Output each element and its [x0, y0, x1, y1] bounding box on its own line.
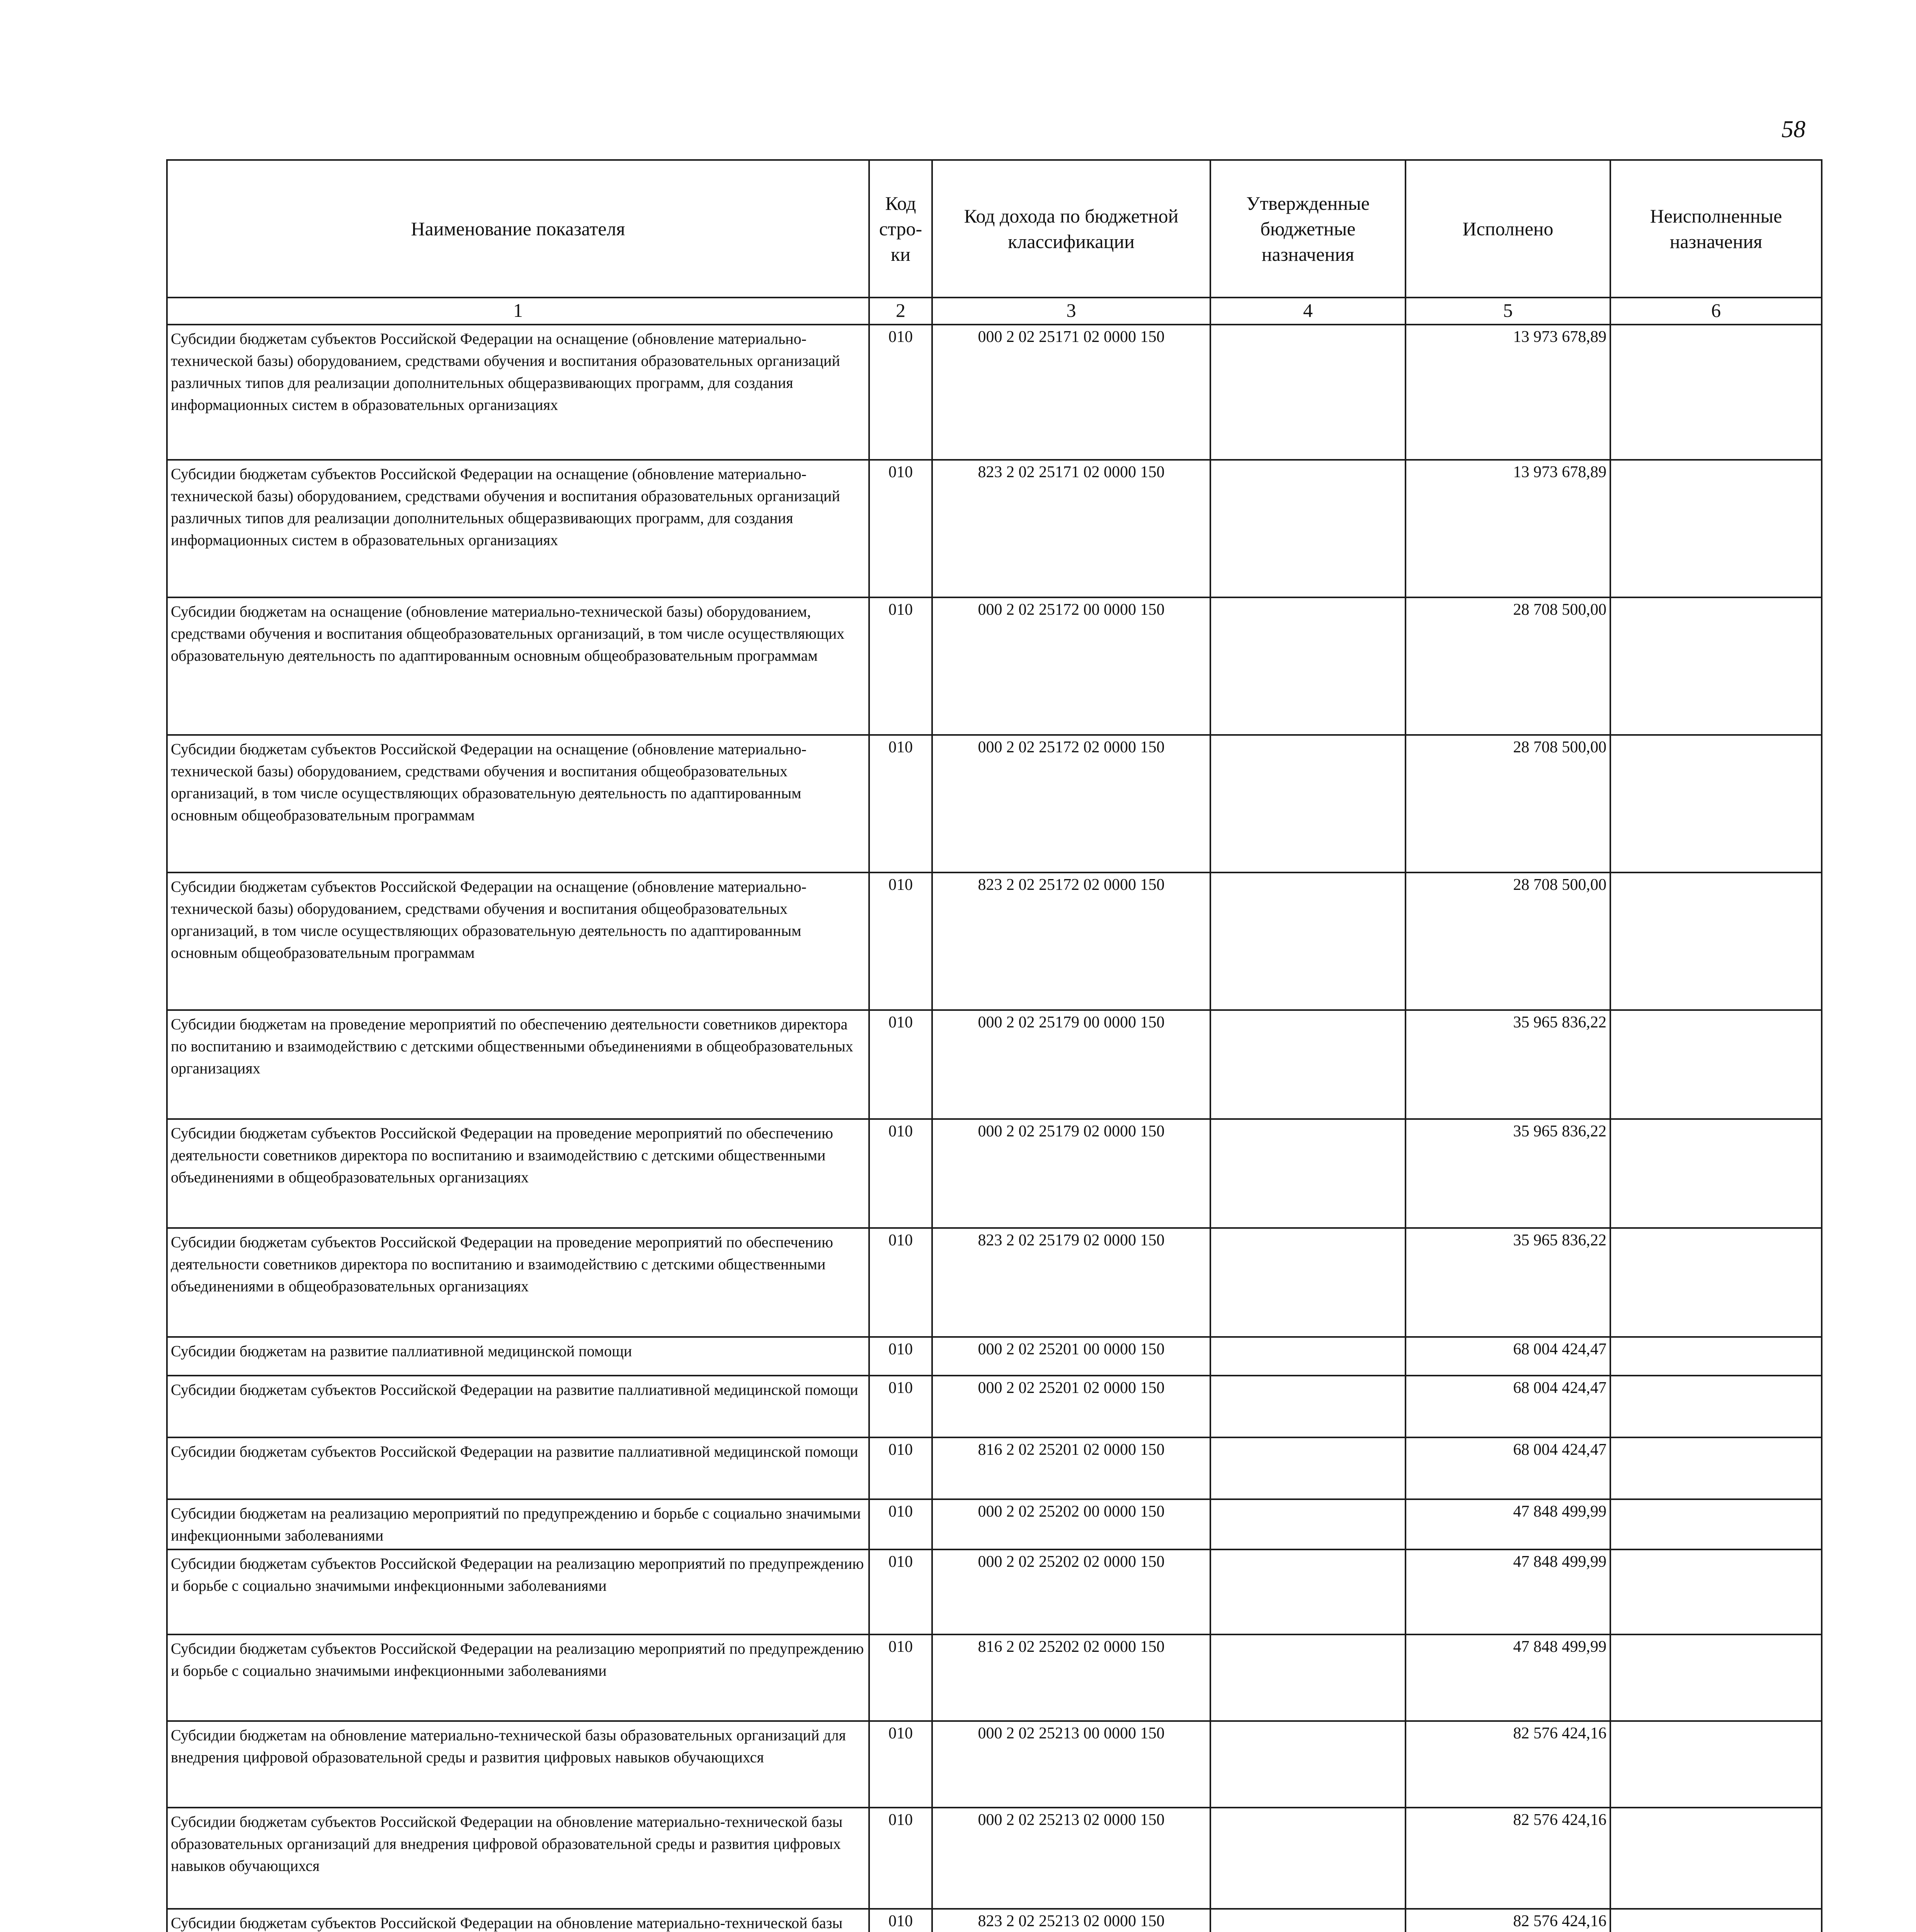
executed-amount-cell: 82 576 424,16 — [1406, 1808, 1610, 1909]
income-code-cell: 816 2 02 25202 02 0000 150 — [932, 1634, 1210, 1721]
indicator-name-cell: Субсидии бюджетам субъектов Российской Федерации на оснащение (обновление материально-технической базы) оборудованием, средствами обучения и воспитания образовательных организаций различных типов для реализации дополнительных общеразвивающих программ, для создания информационных систем в образовательных организациях — [167, 325, 869, 460]
unexecuted-amount-cell — [1610, 1337, 1822, 1376]
approved-amount-cell — [1210, 325, 1406, 460]
indicator-name-cell: Субсидии бюджетам на реализацию мероприятий по предупреждению и борьбе с социально значимыми инфекционными заболеваниями — [167, 1499, 869, 1549]
line-code-cell: 010 — [869, 1909, 932, 1932]
unexecuted-amount-cell — [1610, 325, 1822, 460]
line-code-cell: 010 — [869, 597, 932, 735]
table-row — [167, 325, 1822, 460]
unexecuted-amount-cell — [1610, 597, 1822, 735]
line-code-cell: 010 — [869, 735, 932, 872]
approved-amount-cell — [1210, 1376, 1406, 1437]
income-code-cell: 823 2 02 25179 02 0000 150 — [932, 1228, 1210, 1337]
table-header-row — [167, 160, 1822, 298]
indicator-name-cell: Субсидии бюджетам субъектов Российской Федерации на обновление материально-технической базы образовательных организаций для внедрения цифровой образовательной среды и развития цифровых навыков обучающихся — [167, 1808, 869, 1909]
approved-amount-cell — [1210, 597, 1406, 735]
line-code-cell: 010 — [869, 1337, 932, 1376]
column-number: 6 — [1610, 298, 1822, 325]
income-code-cell: 823 2 02 25171 02 0000 150 — [932, 460, 1210, 597]
executed-amount-cell: 28 708 500,00 — [1406, 872, 1610, 1010]
income-code-cell: 000 2 02 25172 02 0000 150 — [932, 735, 1210, 872]
unexecuted-amount-cell — [1610, 735, 1822, 872]
column-number: 4 — [1210, 298, 1406, 325]
executed-amount-cell: 68 004 424,47 — [1406, 1437, 1610, 1499]
indicator-name-cell: Субсидии бюджетам субъектов Российской Федерации на развитие паллиативной медицинской помощи — [167, 1437, 869, 1499]
indicator-name-cell: Субсидии бюджетам субъектов Российской Федерации на реализацию мероприятий по предупреждению и борьбе с социально значимыми инфекционными заболеваниями — [167, 1634, 869, 1721]
approved-amount-cell — [1210, 1808, 1406, 1909]
income-code-cell: 000 2 02 25172 00 0000 150 — [932, 597, 1210, 735]
table-row — [167, 872, 1822, 1010]
income-code-cell: 000 2 02 25213 00 0000 150 — [932, 1721, 1210, 1808]
unexecuted-amount-cell — [1610, 1010, 1822, 1119]
indicator-name-cell: Субсидии бюджетам на проведение мероприятий по обеспечению деятельности советников директора по воспитанию и взаимодействию с детскими общественными объединениями в общеобразовательных организациях — [167, 1010, 869, 1119]
executed-amount-cell: 82 576 424,16 — [1406, 1909, 1610, 1932]
approved-amount-cell — [1210, 1437, 1406, 1499]
income-code-cell: 000 2 02 25179 02 0000 150 — [932, 1119, 1210, 1228]
income-code-cell: 000 2 02 25171 02 0000 150 — [932, 325, 1210, 460]
line-code-cell: 010 — [869, 1808, 932, 1909]
executed-amount-cell: 28 708 500,00 — [1406, 597, 1610, 735]
table-row — [167, 1119, 1822, 1228]
page-number: 58 — [1782, 116, 1805, 143]
table-row — [167, 1808, 1822, 1909]
line-code-cell: 010 — [869, 1721, 932, 1808]
approved-amount-cell — [1210, 1119, 1406, 1228]
column-number: 2 — [869, 298, 932, 325]
unexecuted-amount-cell — [1610, 1909, 1822, 1932]
executed-amount-cell: 35 965 836,22 — [1406, 1228, 1610, 1337]
line-code-cell: 010 — [869, 1376, 932, 1437]
executed-amount-cell: 35 965 836,22 — [1406, 1010, 1610, 1119]
indicator-name-cell: Субсидии бюджетам субъектов Российской Федерации на оснащение (обновление материально-технической базы) оборудованием, средствами обучения и воспитания образовательных организаций различных типов для реализации дополнительных общеразвивающих программ, для создания информационных систем в образовательных организациях — [167, 460, 869, 597]
unexecuted-amount-cell — [1610, 1634, 1822, 1721]
column-number: 1 — [167, 298, 869, 325]
executed-amount-cell: 28 708 500,00 — [1406, 735, 1610, 872]
approved-amount-cell — [1210, 1499, 1406, 1549]
table-row — [167, 1437, 1822, 1499]
indicator-name-cell: Субсидии бюджетам субъектов Российской Федерации на реализацию мероприятий по предупреждению и борьбе с социально значимыми инфекционными заболеваниями — [167, 1549, 869, 1634]
indicator-name-cell: Субсидии бюджетам на обновление материально-технической базы образовательных организаций для внедрения цифровой образовательной среды и развития цифровых навыков обучающихся — [167, 1721, 869, 1808]
header-approved: Утвержденные бюджетные назначения — [1210, 160, 1406, 298]
table-row — [167, 735, 1822, 872]
line-code-cell: 010 — [869, 1549, 932, 1634]
income-code-cell: 000 2 02 25202 00 0000 150 — [932, 1499, 1210, 1549]
executed-amount-cell: 82 576 424,16 — [1406, 1721, 1610, 1808]
header-indicator-name: Наименование показателя — [167, 160, 869, 298]
approved-amount-cell — [1210, 1228, 1406, 1337]
unexecuted-amount-cell — [1610, 1376, 1822, 1437]
executed-amount-cell: 47 848 499,99 — [1406, 1549, 1610, 1634]
executed-amount-cell: 13 973 678,89 — [1406, 325, 1610, 460]
table-body — [167, 325, 1822, 1932]
income-code-cell: 816 2 02 25201 02 0000 150 — [932, 1437, 1210, 1499]
unexecuted-amount-cell — [1610, 1119, 1822, 1228]
table-row — [167, 1337, 1822, 1376]
unexecuted-amount-cell — [1610, 1549, 1822, 1634]
unexecuted-amount-cell — [1610, 1808, 1822, 1909]
indicator-name-cell: Субсидии бюджетам субъектов Российской Федерации на проведение мероприятий по обеспечению деятельности советников директора по воспитанию и взаимодействию с детскими общественными объединениями в общеобразовательных организациях — [167, 1228, 869, 1337]
table-row — [167, 1376, 1822, 1437]
income-code-cell: 000 2 02 25201 02 0000 150 — [932, 1376, 1210, 1437]
line-code-cell: 010 — [869, 1634, 932, 1721]
table-row — [167, 597, 1822, 735]
executed-amount-cell: 68 004 424,47 — [1406, 1376, 1610, 1437]
header-unexecuted: Неисполненные назначения — [1610, 160, 1822, 298]
executed-amount-cell: 68 004 424,47 — [1406, 1337, 1610, 1376]
table-row — [167, 1721, 1822, 1808]
income-code-cell: 823 2 02 25213 02 0000 150 — [932, 1909, 1210, 1932]
income-code-cell: 000 2 02 25201 00 0000 150 — [932, 1337, 1210, 1376]
unexecuted-amount-cell — [1610, 1437, 1822, 1499]
approved-amount-cell — [1210, 460, 1406, 597]
executed-amount-cell: 35 965 836,22 — [1406, 1119, 1610, 1228]
header-income-code: Код дохода по бюджетной классификации — [932, 160, 1210, 298]
unexecuted-amount-cell — [1610, 1721, 1822, 1808]
line-code-cell: 010 — [869, 1499, 932, 1549]
table-row — [167, 460, 1822, 597]
table-row — [167, 1010, 1822, 1119]
indicator-name-cell: Субсидии бюджетам субъектов Российской Федерации на оснащение (обновление материально-технической базы) оборудованием, средствами обучения и воспитания общеобразовательных организаций, в том числе осуществляющих образовательную деятельность по адаптированным основным общеобразовательным программам — [167, 872, 869, 1010]
line-code-cell: 010 — [869, 1010, 932, 1119]
budget-execution-table — [166, 159, 1822, 1932]
table-row — [167, 1228, 1822, 1337]
approved-amount-cell — [1210, 1721, 1406, 1808]
column-number-row — [167, 298, 1822, 325]
table-row — [167, 1909, 1822, 1932]
approved-amount-cell — [1210, 1337, 1406, 1376]
column-number: 5 — [1406, 298, 1610, 325]
income-code-cell: 000 2 02 25179 00 0000 150 — [932, 1010, 1210, 1119]
approved-amount-cell — [1210, 1010, 1406, 1119]
column-number: 3 — [932, 298, 1210, 325]
header-line-code: Код стро-ки — [869, 160, 932, 298]
indicator-name-cell: Субсидии бюджетам на оснащение (обновление материально-технической базы) оборудованием, средствами обучения и воспитания общеобразовательных организаций, в том числе осуществляющих образовательную деятельность по адаптированным основным общеобразовательным программам — [167, 597, 869, 735]
table-row — [167, 1499, 1822, 1549]
line-code-cell: 010 — [869, 325, 932, 460]
indicator-name-cell: Субсидии бюджетам на развитие паллиативной медицинской помощи — [167, 1337, 869, 1376]
unexecuted-amount-cell — [1610, 872, 1822, 1010]
income-code-cell: 000 2 02 25213 02 0000 150 — [932, 1808, 1210, 1909]
approved-amount-cell — [1210, 1634, 1406, 1721]
unexecuted-amount-cell — [1610, 1228, 1822, 1337]
income-code-cell: 823 2 02 25172 02 0000 150 — [932, 872, 1210, 1010]
table-row — [167, 1634, 1822, 1721]
approved-amount-cell — [1210, 735, 1406, 872]
line-code-cell: 010 — [869, 1228, 932, 1337]
line-code-cell: 010 — [869, 460, 932, 597]
approved-amount-cell — [1210, 1909, 1406, 1932]
unexecuted-amount-cell — [1610, 460, 1822, 597]
header-executed: Исполнено — [1406, 160, 1610, 298]
income-code-cell: 000 2 02 25202 02 0000 150 — [932, 1549, 1210, 1634]
indicator-name-cell: Субсидии бюджетам субъектов Российской Федерации на оснащение (обновление материально-технической базы) оборудованием, средствами обучения и воспитания общеобразовательных организаций, в том числе осуществляющих образовательную деятельность по адаптированным основным общеобразовательным программам — [167, 735, 869, 872]
line-code-cell: 010 — [869, 872, 932, 1010]
executed-amount-cell: 13 973 678,89 — [1406, 460, 1610, 597]
unexecuted-amount-cell — [1610, 1499, 1822, 1549]
line-code-cell: 010 — [869, 1437, 932, 1499]
executed-amount-cell: 47 848 499,99 — [1406, 1634, 1610, 1721]
indicator-name-cell: Субсидии бюджетам субъектов Российской Федерации на проведение мероприятий по обеспечению деятельности советников директора по воспитанию и взаимодействию с детскими общественными объединениями в общеобразовательных организациях — [167, 1119, 869, 1228]
indicator-name-cell: Субсидии бюджетам субъектов Российской Федерации на развитие паллиативной медицинской помощи — [167, 1376, 869, 1437]
executed-amount-cell: 47 848 499,99 — [1406, 1499, 1610, 1549]
line-code-cell: 010 — [869, 1119, 932, 1228]
approved-amount-cell — [1210, 1549, 1406, 1634]
indicator-name-cell: Субсидии бюджетам субъектов Российской Федерации на обновление материально-технической базы — [167, 1909, 869, 1932]
approved-amount-cell — [1210, 872, 1406, 1010]
table-row — [167, 1549, 1822, 1634]
